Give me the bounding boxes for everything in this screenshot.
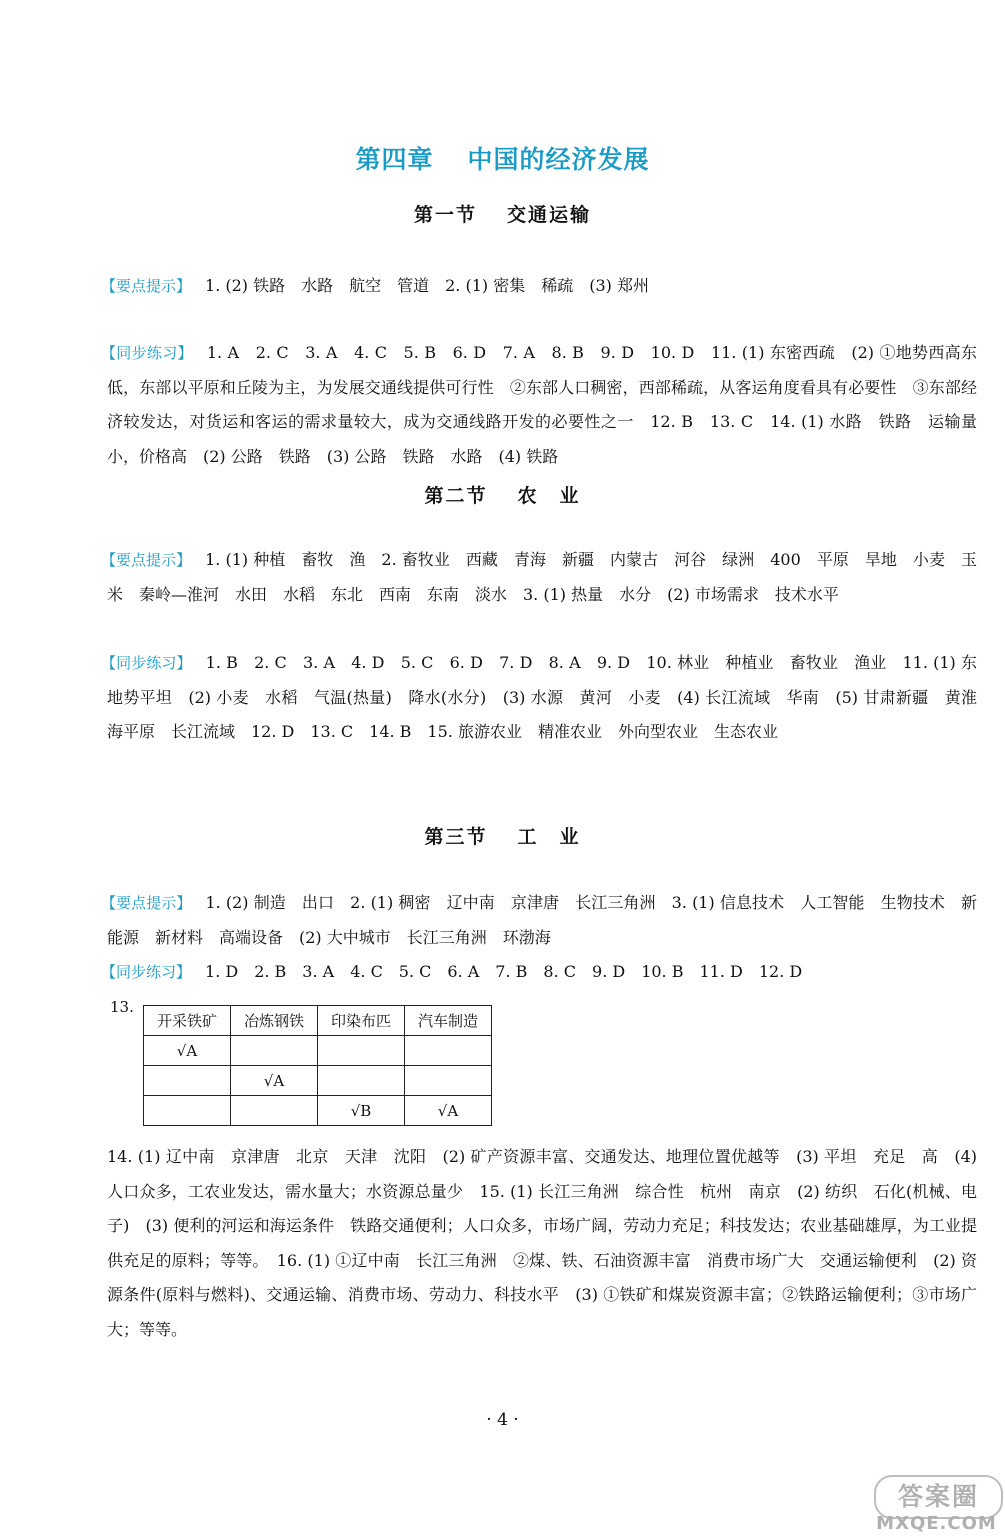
practice-3 — [101, 955, 977, 990]
question-13-table — [143, 1005, 492, 1126]
table-cell — [318, 1066, 405, 1096]
key-points-tag: 【要点提示】 — [101, 551, 192, 569]
table-cell — [318, 1036, 405, 1066]
table-cell: √A — [231, 1066, 318, 1096]
table-cell — [231, 1036, 318, 1066]
watermark-logo — [874, 1475, 999, 1533]
table-row — [144, 1066, 492, 1096]
chapter-number: 第四章 — [355, 145, 434, 174]
key-points-text: 1. (2) 铁路 水路 航空 管道 2. (1) 密集 稀疏 (3) 郑州 — [205, 276, 649, 295]
practice-tag: 【同步练习】 — [101, 344, 193, 362]
watermark-badge: 答案圈 — [874, 1475, 1003, 1519]
section-name: 工 业 — [517, 826, 581, 848]
table-cell: √A — [405, 1096, 492, 1126]
practice-2 — [101, 646, 993, 750]
section-name: 农 业 — [517, 485, 581, 507]
page-number: · 4 · — [486, 1410, 519, 1430]
practice-text: 1. A 2. C 3. A 4. C 5. B 6. D 7. A 8. B 9. D 10. D 11. (1) 东密西疏 (2) ①地势西高东低，东部以平原和丘陵为主，为发展交通线提供可行性 ②东部人口稠密，西部稀疏，从客运角度看具有必要性 ③东部经济较发达，对货运和客运的需求量较大，成为交通线路开发的必要性之一 12. B 13. C 14. (1) 水路 铁路 运输量小，价格高 (2) 公路 铁路 (3) 公路 铁路 水路 (4) 铁路 — [107, 343, 977, 466]
table-header-cell: 冶炼钢铁 — [231, 1006, 318, 1036]
chapter-name: 中国的经济发展 — [467, 145, 650, 174]
practice-tag: 【同步练习】 — [101, 654, 192, 672]
table-cell — [144, 1096, 231, 1126]
practice-tag: 【同步练习】 — [101, 963, 192, 981]
section-number: 第二节 — [424, 485, 488, 507]
question-13-label: 13. — [110, 998, 134, 1016]
section-number: 第一节 — [413, 204, 477, 226]
key-points-3 — [101, 886, 977, 955]
key-points-tag: 【要点提示】 — [101, 894, 192, 912]
table-header-row — [144, 1006, 492, 1036]
watermark-url: MXQE.COM — [876, 1513, 997, 1534]
section-title-2 — [0, 481, 1005, 508]
table-cell — [405, 1036, 492, 1066]
table-cell — [405, 1066, 492, 1096]
section-name: 交通运输 — [507, 204, 592, 226]
key-points-text: 1. (1) 种植 畜牧 渔 2. 畜牧业 西藏 青海 新疆 内蒙古 河谷 绿洲 400 平原 旱地 小麦 玉米 秦岭—淮河 水田 水稻 东北 西南 东南 淡水 3. (1) 热量 水分 (2) 市场需求 技术水平 — [107, 550, 977, 604]
table-cell — [144, 1066, 231, 1096]
chapter-title — [0, 140, 1005, 176]
key-points-2 — [101, 543, 977, 612]
key-points-1 — [101, 269, 977, 304]
table-header-cell: 开采铁矿 — [144, 1006, 231, 1036]
table-cell — [231, 1096, 318, 1126]
table-cell: √B — [318, 1096, 405, 1126]
table-row — [144, 1036, 492, 1066]
table-header-cell: 印染布匹 — [318, 1006, 405, 1036]
table-row — [144, 1096, 492, 1126]
table-cell: √A — [144, 1036, 231, 1066]
practice-1 — [101, 336, 977, 474]
section-title-3 — [0, 822, 1005, 849]
table-header-cell: 汽车制造 — [405, 1006, 492, 1036]
answers-text: 14. (1) 辽中南 京津唐 北京 天津 沈阳 (2) 矿产资源丰富、交通发达、地理位置优越等 (3) 平坦 充足 高 (4) 人口众多，工农业发达，需水量大；水资源总量少 15. (1) 长江三角洲 综合性 杭州 南京 (2) 纺织 石化(机械、电子) (3) 便利的河运和海运条件 铁路交通便利；人口众多，市场广阔，劳动力充足；科技发达；农业基础雄厚，为工业提供充足的原料；等等。 16. (1) ①辽中南 长江三角洲 ②煤、铁、石油资源丰富 消费市场广大 交通运输便利 (2) 资源条件(原料与燃料)、交通运输、消费市场、劳动力、科技水平 (3) ①铁矿和煤炭资源丰富；②铁路运输便利；③市场广大；等等。 — [107, 1147, 977, 1339]
key-points-text: 1. (2) 制造 出口 2. (1) 稠密 辽中南 京津唐 长江三角洲 3. (1) 信息技术 人工智能 生物技术 新能源 新材料 高端设备 (2) 大中城市 长江三角洲 环渤海 — [107, 893, 977, 947]
practice-text: 1. D 2. B 3. A 4. C 5. C 6. A 7. B 8. C 9. D 10. B 11. D 12. D — [205, 962, 803, 981]
answers-14-16 — [107, 1140, 977, 1347]
section-title-1 — [0, 200, 1005, 227]
practice-text: 1. B 2. C 3. A 4. D 5. C 6. D 7. D 8. A 9. D 10. 林业 种植业 畜牧业 渔业 11. (1) 东 地势平坦 (2) 小麦 水稻 气温(热量) 降水(水分) (3) 水源 黄河 小麦 (4) 长江流域 华南 (5) 甘肃新疆 黄淮海平原 长江流域 12. D 13. C 14. B 15. 旅游农业 精准农业 外向型农业 生态农业 — [107, 653, 993, 741]
key-points-tag: 【要点提示】 — [101, 277, 192, 295]
section-number: 第三节 — [424, 826, 488, 848]
